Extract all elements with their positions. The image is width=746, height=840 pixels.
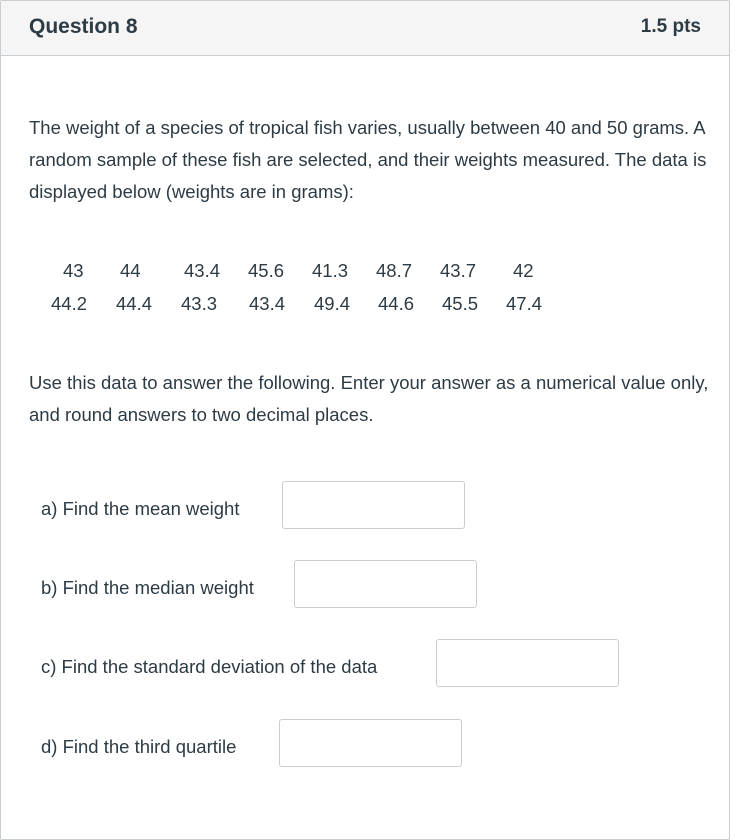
question-instructions: Use this data to answer the following. Enter your answer as a numerical value only, and round answers to two decimal places. bbox=[29, 372, 709, 425]
std-dev-answer-input[interactable] bbox=[436, 639, 619, 687]
question-title: Question 8 bbox=[29, 15, 138, 38]
median-answer-input[interactable] bbox=[294, 560, 477, 608]
part-a-label: a) Find the mean weight bbox=[41, 498, 240, 519]
data-value: 43.4 bbox=[184, 260, 221, 281]
data-value: 43.3 bbox=[181, 293, 218, 314]
data-value: 47.4 bbox=[506, 293, 543, 314]
data-value: 43.4 bbox=[249, 293, 286, 314]
data-value: 44.6 bbox=[378, 293, 415, 314]
data-value: 48.7 bbox=[376, 260, 413, 281]
data-value: 42 bbox=[513, 260, 534, 281]
data-value: 44.2 bbox=[51, 293, 88, 314]
data-value: 43.7 bbox=[440, 260, 477, 281]
question-header bbox=[1, 1, 729, 56]
data-value: 41.3 bbox=[312, 260, 349, 281]
third-quartile-answer-input[interactable] bbox=[279, 719, 462, 767]
part-b-label: b) Find the median weight bbox=[41, 577, 254, 598]
data-value: 45.5 bbox=[442, 293, 479, 314]
data-value: 44 bbox=[120, 260, 141, 281]
data-value: 44.4 bbox=[116, 293, 153, 314]
question-points: 1.5 pts bbox=[640, 16, 701, 37]
data-value: 45.6 bbox=[248, 260, 285, 281]
part-c-label: c) Find the standard deviation of the data bbox=[41, 656, 378, 677]
data-value: 43 bbox=[63, 260, 84, 281]
question-intro: The weight of a species of tropical fish varies, usually between 40 and 50 grams. A random sample of these fish are selected, and their weights measured. The data is displayed below (weights are in grams): bbox=[29, 117, 707, 202]
mean-answer-input[interactable] bbox=[282, 481, 465, 529]
data-value: 49.4 bbox=[314, 293, 351, 314]
part-d-label: d) Find the third quartile bbox=[41, 736, 237, 757]
